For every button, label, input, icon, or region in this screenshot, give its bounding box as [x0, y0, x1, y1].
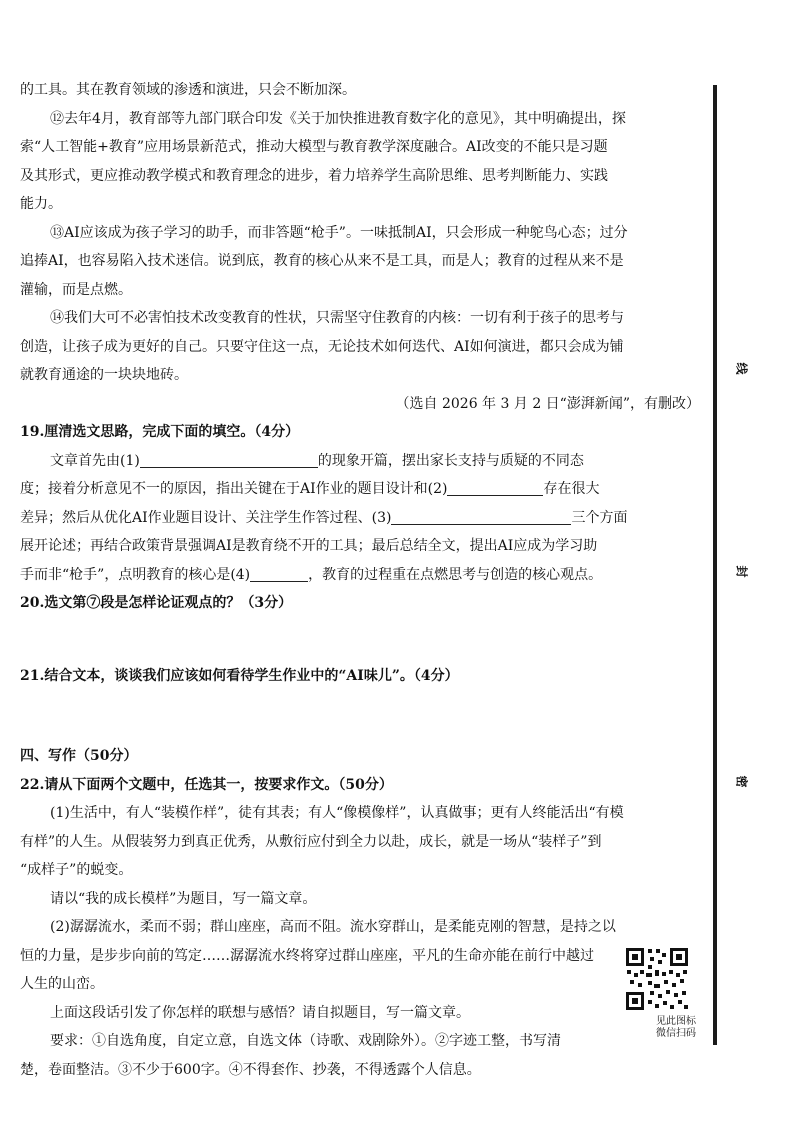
passage-line: 能力。 [20, 196, 62, 212]
qr-caption [626, 1016, 696, 1040]
q19-text: ，教育的过程重在点燃思考与创造的核心观点。 [308, 566, 603, 583]
option-2-line: (2)潺潺流水，柔而不弱；群山座座，高而不阻。流水穿群山，是柔能克刚的智慧，是持之以 [50, 919, 616, 935]
q19-line-5 [20, 561, 700, 590]
question-19-stem: 19.厘清选文思路，完成下面的填空。（4分） [20, 424, 300, 440]
qr-code-icon[interactable] [624, 946, 690, 1012]
passage-line: 及其形式，更应推动教学模式和教育理念的进步，着力培养学生高阶思维、思考判断能力、实践 [20, 167, 608, 184]
option-2-line: 人生的山峦。 [20, 976, 104, 992]
answer-blank-3[interactable] [391, 507, 571, 525]
q19-text: 文章首先由(1) [50, 452, 140, 469]
binding-mark-middle: 封 [734, 565, 749, 578]
writing-section-title: 四、写作（50分） [20, 748, 138, 764]
option-1-line: 有样”的人生。从假装努力到真正优秀，从敷衍应付到全力以赴，成长，就是一场从“装样子”到 [20, 833, 602, 850]
option-1-line: “成样子”的蜕变。 [20, 862, 133, 878]
q19-text: 三个方面 [571, 509, 628, 526]
passage-line: 的工具。其在教育领域的渗透和演进，只会不断加深。 [20, 82, 356, 98]
passage-line: 创造，让孩子成为更好的自己。只要守住这一点，无论技术如何迭代、AI如何演进，都只会成为铺 [20, 338, 624, 355]
q19-text: 度；接着分析意见不一的原因，指出关键在于AI作业的题目设计和(2) [20, 481, 448, 497]
answer-space-20[interactable] [20, 618, 700, 662]
q19-text: 手而非“枪手”，点明教育的核心是(4) [20, 566, 251, 583]
passage-line: 索“人工智能+教育”应用场景新范式，推动大模型与教育教学深度融合。AI改变的不能只是习题 [20, 139, 608, 155]
option-1-instruction: 请以“我的成长模样”为题目，写一篇文章。 [50, 890, 317, 907]
qr-caption-line-1: 见此图标 [656, 1016, 696, 1027]
answer-blank-2[interactable] [447, 478, 543, 496]
q19-line-2 [20, 475, 700, 504]
q19-text: 的现象开篇，摆出家长支持与质疑的不同态 [317, 452, 584, 469]
passage-line: ⑬AI应该成为孩子学习的助手，而非答题“枪手”。一味抵制AI，只会形成一种鸵鸟心态；过分 [50, 224, 628, 241]
q19-line-3 [20, 504, 700, 533]
passage-source: （选自 2026 年 3 月 2 日“澎湃新闻”，有删改） [395, 395, 700, 412]
passage-line: 追捧AI，也容易陷入技术迷信。说到底，教育的核心从来不是工具，而是人；教育的过程从来不是 [20, 253, 624, 269]
q19-text: 差异；然后从优化AI作业题目设计、关注学生作答过程、(3) [20, 509, 392, 526]
exam-content [20, 76, 700, 1084]
requirements-line: 楚，卷面整洁。③不少于600字。④不得套作、抄袭，不得透露个人信息。 [20, 1061, 481, 1078]
answer-blank-1[interactable] [140, 450, 318, 468]
q19-text: 存在很大 [543, 481, 600, 497]
passage-line: 就教育通途的一块块地砖。 [20, 367, 188, 383]
q19-line-1 [20, 447, 700, 476]
q19-line-4: 展开论述；再结合政策背景强调AI是教育绕不开的工具；最后总结全文，提出AI应成为学习助 [20, 538, 598, 554]
binding-mark-top: 线 [734, 362, 749, 375]
binding-line [713, 85, 717, 1045]
option-2-line: 恒的力量，是步步向前的笃定……潺潺流水终将穿过群山座座，平凡的生命亦能在前行中越过 [20, 947, 594, 964]
qr-caption-line-2: 微信扫码 [656, 1028, 696, 1039]
question-20-stem: 20.选文第⑦段是怎样论证观点的？（3分） [20, 595, 293, 611]
binding-mark-bottom: 密 [734, 775, 749, 788]
answer-space-21[interactable] [20, 690, 700, 742]
requirements-line: 要求：①自选角度，自定立意，自选文体（诗歌、戏剧除外）。②字迹工整，书写清 [50, 1033, 561, 1049]
passage-line: ⑫去年4月，教育部等九部门联合印发《关于加快推进教育数字化的意见》，其中明确提出，探 [50, 110, 626, 127]
option-1-line: (1)生活中，有人“装模作样”，徒有其表；有人“像模像样”，认真做事；更有人终能活出“有模 [50, 805, 624, 821]
question-21-stem: 21.结合文本，谈谈我们应该如何看待学生作业中的“AI味儿”。（4分） [20, 667, 459, 684]
passage-line: 灌输，而是点燃。 [20, 281, 132, 298]
passage-line: ⑭我们大可不必害怕技术改变教育的性状，只需坚守住教育的内核：一切有利于孩子的思考与 [50, 310, 624, 326]
option-2-instruction: 上面这段话引发了你怎样的联想与感悟？请自拟题目，写一篇文章。 [50, 1004, 470, 1021]
question-22-stem: 22.请从下面两个文题中，任选其一，按要求作文。（50分） [20, 776, 393, 793]
answer-blank-4[interactable] [250, 564, 308, 582]
